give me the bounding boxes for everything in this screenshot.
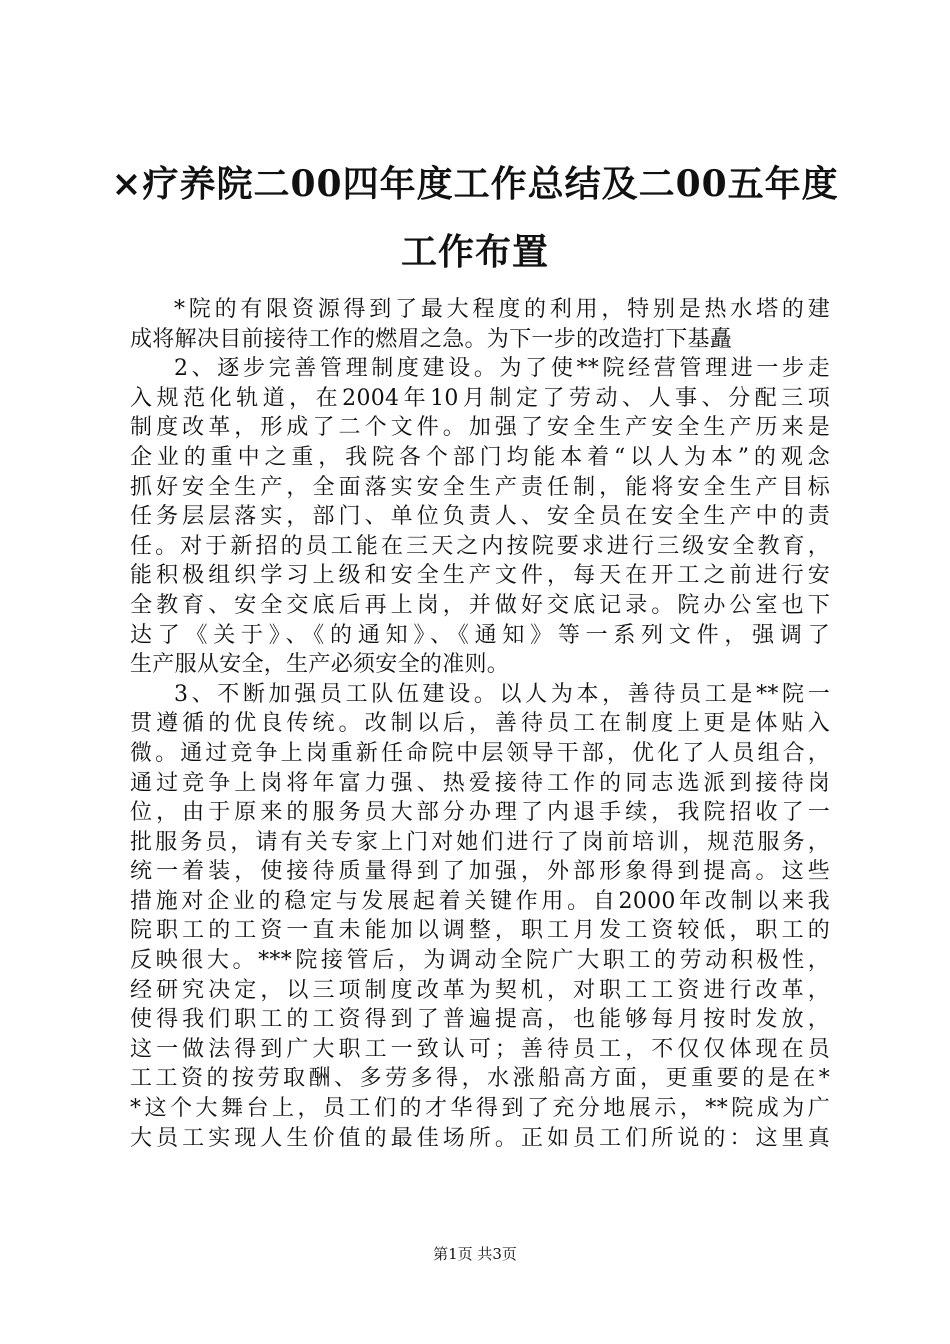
document-body (130, 295, 830, 1153)
text-line: 企业的重中之重，我院各个部门均能本着“以人为本”的观念 (130, 444, 830, 470)
text-line: *这个大舞台上，员工们的才华得到了充分地展示，**院成为广 (130, 1096, 830, 1122)
text-line: 反映很大。***院接管后，为调动全院广大职工的劳动积极性， (130, 948, 830, 974)
text-line: 通过竞争上岗将年富力强、热爱接待工作的同志选派到接待岗 (130, 770, 830, 796)
text-line: 贯遵循的优良传统。改制以后，善待员工在制度上更是体贴入 (130, 711, 830, 737)
text-line: 入规范化轨道，在2004年10月制定了劳动、人事、分配三项 (130, 385, 830, 411)
text-line: 统一着装，使接待质量得到了加强，外部形象得到提高。这些 (130, 859, 830, 885)
text-line: 大员工实现人生价值的最佳场所。正如员工们所说的：这里真 (130, 1125, 830, 1151)
text-line: 任务层层落实，部门、单位负责人、安全员在安全生产中的责 (130, 504, 830, 530)
paragraph-3 (130, 680, 830, 1154)
text-line: 2、逐步完善管理制度建设。为了使**院经营管理进一步走 (174, 356, 830, 382)
text-line: 3、不断加强员工队伍建设。以人为本，善待员工是**院一 (174, 681, 830, 707)
text-line: 成将解决目前接待工作的燃眉之急。为下一步的改造打下基矗 (130, 326, 733, 352)
paragraph-2 (130, 354, 830, 680)
text-line: 经研究决定，以三项制度改革为契机，对职工工资进行改革， (130, 977, 830, 1003)
title-line-1: ×疗养院二00四年度工作总结及二00五年度 (111, 163, 839, 205)
text-line: 位，由于原来的服务员大部分办理了内退手续，我院招收了一 (130, 800, 830, 826)
text-line: 使得我们职工的工资得到了普遍提高，也能够每月按时发放， (130, 1007, 830, 1033)
text-line: 生产服从安全，生产必须安全的准则。 (130, 652, 510, 678)
text-line: 工工资的按劳取酬、多劳多得，水涨船高方面，更重要的是在* (130, 1066, 830, 1092)
text-line: 批服务员，请有关专家上门对她们进行了岗前培训，规范服务， (130, 829, 830, 855)
document-title (0, 150, 950, 286)
text-line: 这一做法得到广大职工一致认可；善待员工，不仅仅体现在员 (130, 1036, 830, 1062)
text-line: 达了《关于》、《的通知》、《通知》等一系列文件，强调了 (130, 622, 830, 648)
text-line: 微。通过竞争上岗重新任命院中层领导干部，优化了人员组合， (130, 740, 830, 766)
text-line: 全教育、安全交底后再上岗，并做好交底记录。院办公室也下 (130, 592, 830, 618)
page-footer: 第1页 共3页 (433, 1245, 517, 1263)
text-line: 院职工的工资一直未能加以调整，职工月发工资较低，职工的 (130, 918, 830, 944)
text-line: 抓好安全生产，全面落实安全生产责任制，能将安全生产目标 (130, 474, 830, 500)
text-line: 措施对企业的稳定与发展起着关键作用。自2000年改制以来我 (130, 888, 830, 914)
text-line: 任。对于新招的员工能在三天之内按院要求进行三级安全教育， (130, 533, 830, 559)
title-line-2: 工作布置 (400, 231, 549, 273)
text-line: 制度改革，形成了二个文件。加强了安全生产安全生产历来是 (130, 415, 830, 441)
paragraph-1 (130, 295, 830, 354)
text-line: 能积极组织学习上级和安全生产文件，每天在开工之前进行安 (130, 563, 830, 589)
text-line: *院的有限资源得到了最大程度的利用，特别是热水塔的建 (174, 297, 830, 322)
